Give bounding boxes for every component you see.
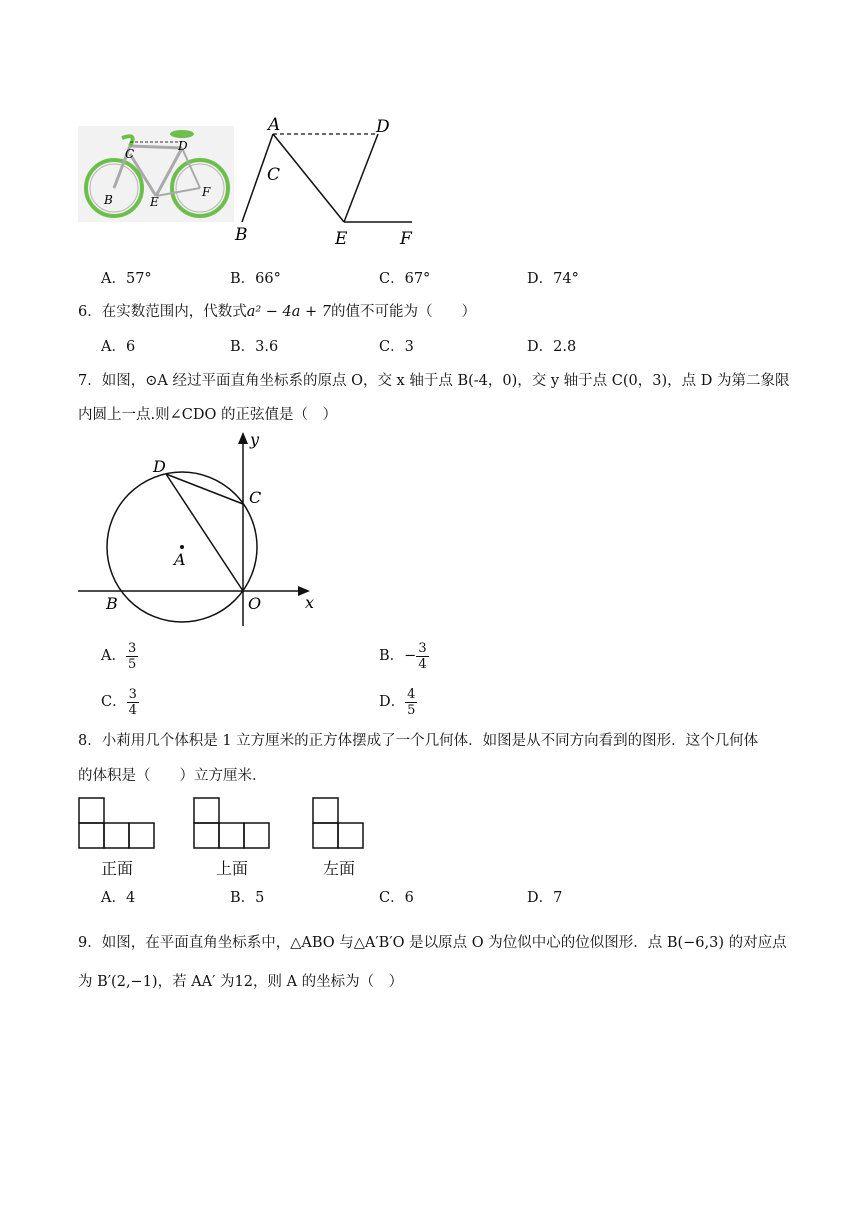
photo-label-c: C bbox=[125, 147, 135, 161]
bicycle-illustration bbox=[78, 126, 234, 222]
q7-option-c-denominator: 4 bbox=[128, 702, 137, 718]
view-caption-front: 正面 bbox=[101, 859, 134, 878]
q7-option-d-denominator: 5 bbox=[407, 702, 416, 718]
q7-option-d-prefix: D． bbox=[379, 694, 406, 710]
left-view-grid bbox=[313, 798, 363, 848]
q9-stem-line-2: 为 B′(2,−1)，若 AA′ 为12，则 A 的坐标为（ ） bbox=[78, 974, 404, 990]
q6-stem bbox=[78, 302, 476, 322]
diagram-label-a: A bbox=[268, 115, 281, 135]
q7-option-b-denominator: 4 bbox=[418, 656, 427, 672]
diagram-label-d: D bbox=[376, 117, 390, 137]
q7-option-d[interactable] bbox=[379, 685, 417, 719]
q5-option-d[interactable]: D．74° bbox=[527, 271, 579, 287]
q7-circle-diagram bbox=[76, 428, 326, 628]
point-label-a: A bbox=[174, 550, 186, 569]
top-view-grid bbox=[194, 798, 269, 848]
q9-stem-line-1: 9．如图，在平面直角坐标系中，△ABO 与△A′B′O 是以原点 O 为位似中心的位似图形．点 B(−6,3) 的对应点 bbox=[78, 935, 787, 951]
point-label-b: B bbox=[106, 594, 118, 613]
q7-stem-line-1: 7．如图，⊙A 经过平面直角坐标系的原点 O，交 x 轴于点 B(-4，0)，交 y 轴于点 C(0，3)，点 D 为第二象限 bbox=[78, 373, 790, 389]
q8-option-a[interactable]: A．4 bbox=[101, 890, 136, 906]
q6-option-d[interactable]: D．2.8 bbox=[527, 339, 577, 355]
view-caption-left: 左面 bbox=[323, 859, 356, 878]
q7-option-b-sign: − bbox=[404, 648, 417, 664]
q8-views-diagram bbox=[78, 796, 368, 852]
diagram-label-b: B bbox=[235, 225, 248, 245]
q5-option-a[interactable]: A．57° bbox=[101, 271, 152, 287]
bicycle-photo bbox=[78, 126, 234, 222]
q6-option-c[interactable]: C．3 bbox=[379, 339, 414, 355]
q8-option-d[interactable]: D．7 bbox=[527, 890, 563, 906]
q7-option-a-numerator: 3 bbox=[127, 640, 137, 656]
photo-label-e: E bbox=[150, 195, 159, 209]
q7-option-b-numerator: 3 bbox=[418, 640, 427, 656]
q6-text-post: 的值不可能为（ ） bbox=[331, 304, 477, 320]
axis-label-y: y bbox=[250, 430, 260, 449]
photo-label-d: D bbox=[178, 139, 188, 153]
q7-option-d-fraction bbox=[405, 687, 417, 718]
q8-stem-line-2: 的体积是（ ）立方厘米． bbox=[78, 768, 267, 784]
q5-option-b[interactable]: B．66° bbox=[230, 271, 281, 287]
q7-option-a-prefix: A． bbox=[101, 648, 126, 664]
q7-option-c-prefix: C． bbox=[101, 694, 127, 710]
point-label-c: C bbox=[249, 488, 262, 507]
q8-option-b[interactable]: B．5 bbox=[230, 890, 265, 906]
q7-option-b[interactable] bbox=[379, 639, 429, 673]
q7-option-c-fraction bbox=[127, 687, 139, 718]
q7-option-b-fraction bbox=[416, 641, 428, 672]
diagram-label-e: E bbox=[335, 229, 348, 249]
q7-option-a-denominator: 5 bbox=[127, 656, 137, 672]
diagram-label-f: F bbox=[400, 229, 412, 249]
q7-option-b-prefix: B． bbox=[379, 648, 405, 664]
q7-option-a[interactable] bbox=[101, 639, 138, 673]
axis-label-x: x bbox=[305, 593, 315, 612]
q6-option-a[interactable]: A．6 bbox=[101, 339, 136, 355]
bicycle-frame-diagram bbox=[230, 112, 420, 250]
photo-label-b: B bbox=[104, 193, 113, 207]
q8-stem-line-1: 8．小莉用几个体积是 1 立方厘米的正方体摆成了一个几何体．如图是从不同方向看到的图形．这个几何体 bbox=[78, 733, 759, 749]
front-view-grid bbox=[79, 798, 154, 848]
photo-label-f: F bbox=[202, 185, 211, 199]
q6-expression: a² − 4a + 7 bbox=[246, 304, 332, 320]
view-caption-top: 上面 bbox=[216, 859, 249, 878]
q7-stem-line-2: 内圆上一点.则∠CDO 的正弦值是（ ） bbox=[78, 407, 337, 423]
q6-text-pre: 6．在实数范围内，代数式 bbox=[78, 304, 247, 320]
q7-option-c[interactable] bbox=[101, 685, 139, 719]
point-label-d: D bbox=[153, 457, 166, 476]
diagram-label-c: C bbox=[267, 165, 281, 185]
q8-option-c[interactable]: C．6 bbox=[379, 890, 414, 906]
point-label-o: O bbox=[248, 594, 262, 613]
q5-option-c[interactable]: C．67° bbox=[379, 271, 431, 287]
q7-option-c-numerator: 3 bbox=[128, 686, 137, 702]
q6-option-b[interactable]: B．3.6 bbox=[230, 339, 279, 355]
q7-option-d-numerator: 4 bbox=[407, 686, 416, 702]
q7-option-a-fraction bbox=[126, 641, 138, 672]
